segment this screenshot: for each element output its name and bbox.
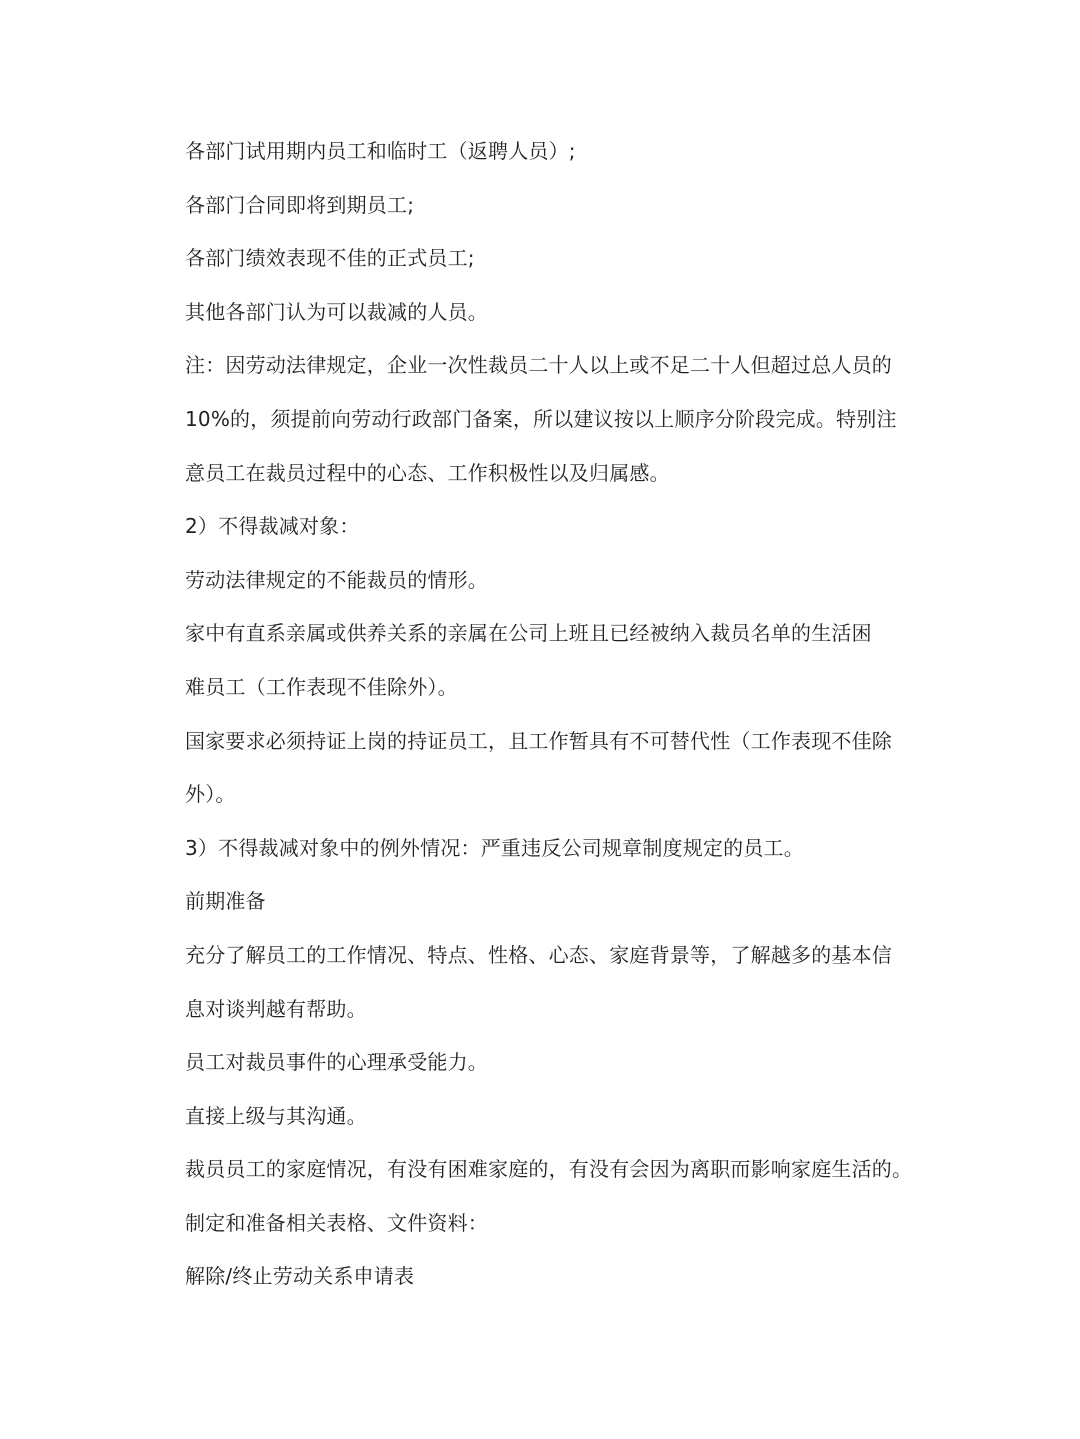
text-line: 意员工在裁员过程中的心态、工作积极性以及归属感。 <box>185 460 670 485</box>
text-line: 解除/终止劳动关系申请表 <box>185 1264 415 1289</box>
text-line: 制定和准备相关表格、文件资料： <box>185 1210 488 1235</box>
text-line: 直接上级与其沟通。 <box>185 1103 367 1128</box>
text-line: 其他各部门认为可以裁减的人员。 <box>185 299 488 324</box>
text-line: 国家要求必须持证上岗的持证员工，且工作暂具有不可替代性（工作表现不佳除 <box>185 728 892 753</box>
text-line: 难员工（工作表现不佳除外）。 <box>185 674 458 699</box>
text-line: 劳动法律规定的不能裁员的情形。 <box>185 567 488 592</box>
text-line: 息对谈判越有帮助。 <box>185 996 367 1021</box>
text-line: 10%的，须提前向劳动行政部门备案，所以建议按以上顺序分阶段完成。特别注 <box>185 406 897 431</box>
document-body <box>185 128 913 1307</box>
text-line: 3）不得裁减对象中的例外情况：严重违反公司规章制度规定的员工。 <box>185 835 804 860</box>
text-line: 各部门试用期内员工和临时工（返聘人员）; <box>185 139 576 163</box>
text-line: 裁员员工的家庭情况，有没有困难家庭的，有没有会因为离职而影响家庭生活的。 <box>185 1157 913 1182</box>
text-line: 前期准备 <box>185 889 266 914</box>
text-line: 各部门合同即将到期员工; <box>185 192 415 217</box>
text-line: 各部门绩效表现不佳的正式员工; <box>185 246 475 271</box>
text-line: 家中有直系亲属或供养关系的亲属在公司上班且已经被纳入裁员名单的生活困 <box>185 621 872 646</box>
text-line: 充分了解员工的工作情况、特点、性格、心态、家庭背景等，了解越多的基本信 <box>185 942 892 967</box>
text-line: 外）。 <box>185 782 236 807</box>
text-line: 2）不得裁减对象： <box>185 514 360 539</box>
text-line: 注：因劳动法律规定，企业一次性裁员二十人以上或不足二十人但超过总人员的 <box>185 353 892 378</box>
text-line: 员工对裁员事件的心理承受能力。 <box>185 1050 488 1075</box>
